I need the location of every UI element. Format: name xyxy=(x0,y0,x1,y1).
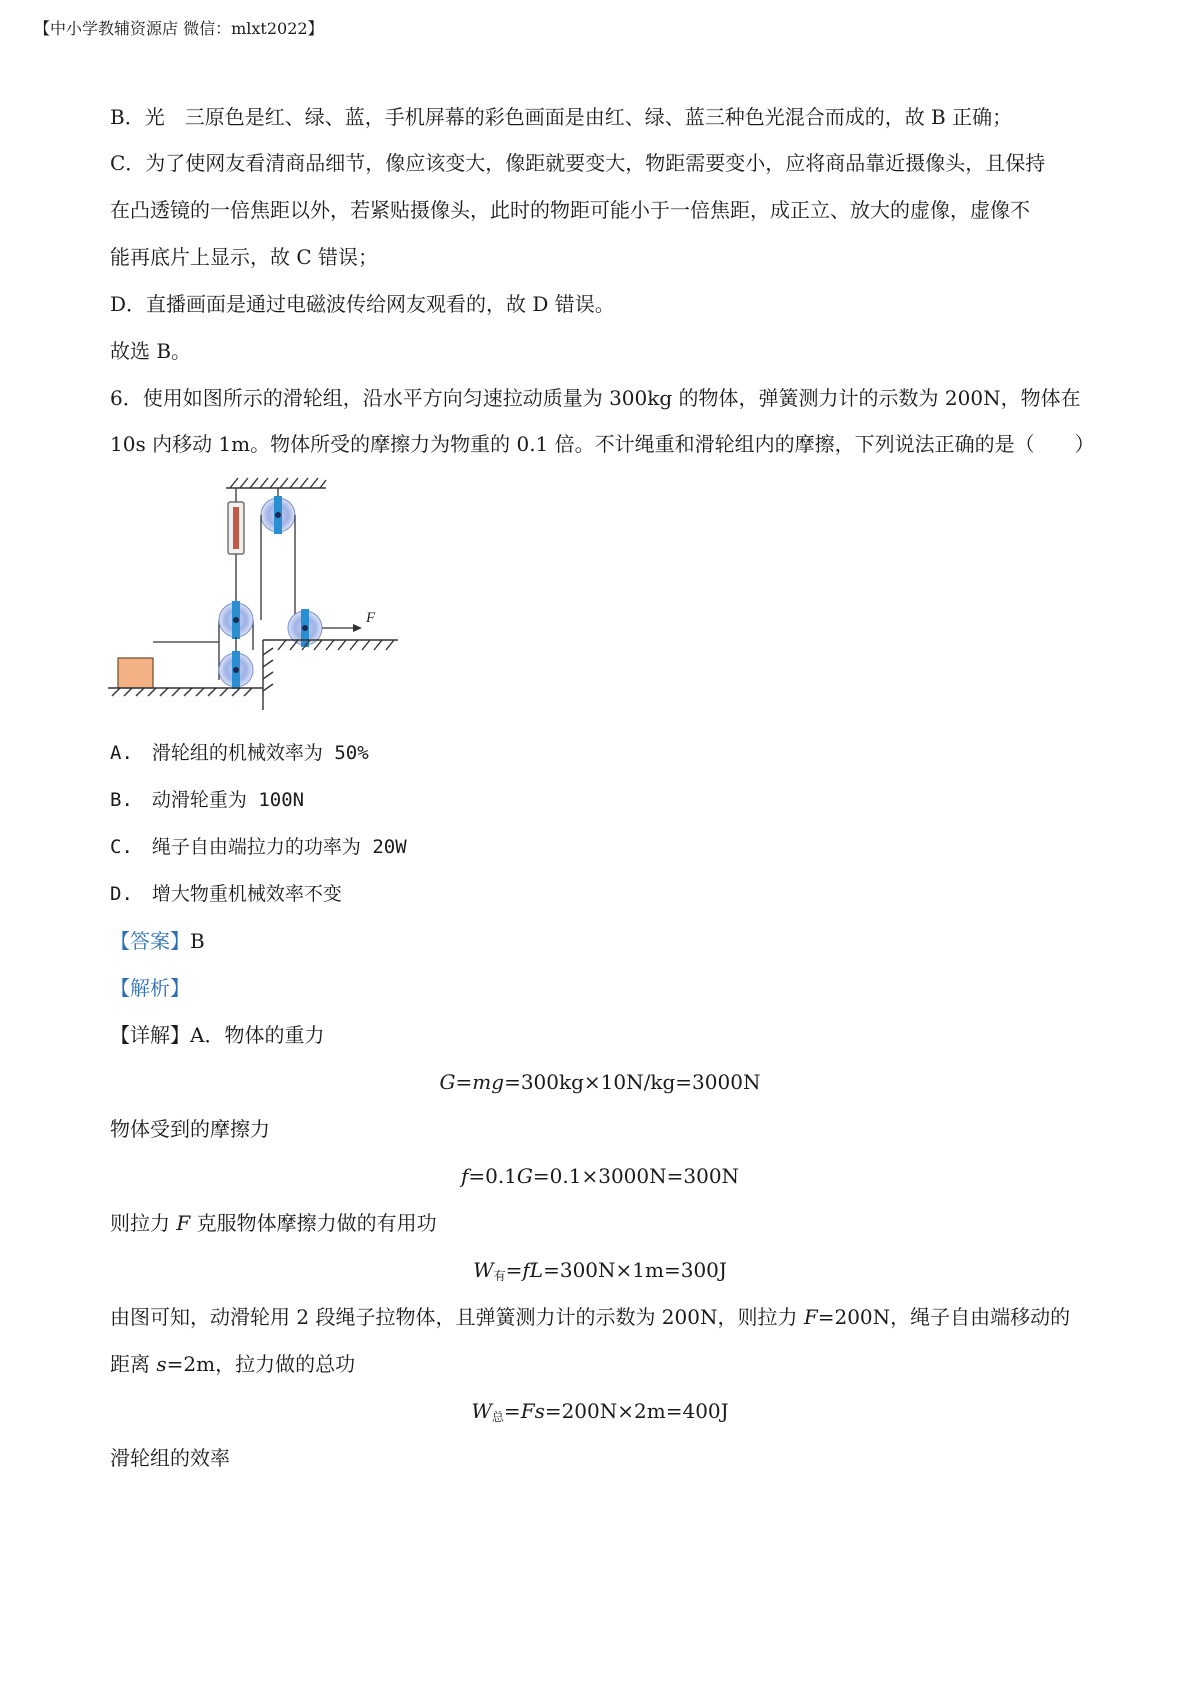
explanation-c-line2: 在凸透镜的一倍焦距以外，若紧贴摄像头，此时的物距可能小于一倍焦距，成正立、放大的虚像，虚像不 xyxy=(110,198,1030,222)
page-header: 【中小学教辅资源店 微信：mlxt2022】 xyxy=(34,19,324,38)
movable-pulley-middle xyxy=(219,601,253,656)
equation-useful-work: $W_有=fL=300N\times 1m=300J$ xyxy=(473,1258,727,1283)
answer-line xyxy=(110,928,205,954)
analysis-label: 【解析】 xyxy=(110,976,190,1000)
explanation-d: D．直播画面是通过电磁波传给网友观看的，故 D 错误。 xyxy=(110,292,615,316)
ground xyxy=(108,688,263,696)
text-useful-work: 则拉力 F 克服物体摩擦力做的有用功 xyxy=(110,1211,437,1235)
text-efficiency: 滑轮组的效率 xyxy=(110,1446,230,1470)
explanation-c-line1: C．为了使网友看清商品细节，像应该变大，像距就要变大，物距需要变小，应将商品靠近摄像头，且保持 xyxy=(110,151,1046,175)
upper-ledge xyxy=(263,640,398,710)
detail-label: 【详解】 xyxy=(110,1023,190,1047)
answer-value: B xyxy=(190,929,205,953)
ropes xyxy=(153,515,295,680)
option-c: C. 绳子自由端拉力的功率为 20W xyxy=(110,836,407,858)
ceiling xyxy=(226,478,326,488)
answer-label: 【答案】 xyxy=(110,929,190,953)
option-b: B. 动滑轮重为 100N xyxy=(110,789,305,811)
detail-line xyxy=(110,1022,324,1048)
movable-pulley-lower xyxy=(219,651,253,689)
explanation-b: B．光 三原色是红、绿、蓝，手机屏幕的彩色画面是由红、绿、蓝三种色光混合而成的，故 B 正确； xyxy=(110,105,1013,129)
text-friction: 物体受到的摩擦力 xyxy=(110,1117,270,1141)
option-a: A. 滑轮组的机械效率为 50% xyxy=(110,742,369,764)
fixed-pulley-upper xyxy=(261,488,295,534)
force-f-label: F xyxy=(366,610,376,626)
detail-first: A．物体的重力 xyxy=(190,1023,325,1047)
spring-scale xyxy=(228,488,244,620)
block-object xyxy=(118,658,153,688)
text-figure-analysis-2: 距离 s=2m，拉力做的总功 xyxy=(110,1352,356,1376)
text-figure-analysis-1: 由图可知，动滑轮用 2 段绳子拉物体，且弹簧测力计的示数为 200N，则拉力 F=200N，绳子自由端移动的 xyxy=(110,1305,1071,1329)
equation-gravity: G=mg=300kg×10N/kg=3000N xyxy=(439,1070,761,1094)
option-d: D. 增大物重机械效率不变 xyxy=(110,883,342,905)
fixed-pulley-right xyxy=(288,609,362,647)
question-6-line2: 10s 内移动 1m。物体所受的摩擦力为物重的 0.1 倍。不计绳重和滑轮组内的摩擦，下列说法正确的是（ ） xyxy=(110,432,1095,456)
equation-total-work: $W_总=Fs=200N\times 2m=400J$ xyxy=(471,1399,729,1424)
equation-friction: f=0.1G=0.1×3000N=300N xyxy=(460,1164,740,1188)
pulley-figure xyxy=(108,470,438,720)
explanation-c-line3: 能再底片上显示，故 C 错误； xyxy=(110,245,379,269)
question-6-line1: 6．使用如图所示的滑轮组，沿水平方向匀速拉动质量为 300kg 的物体，弹簧测力计的示数为 200N，物体在 xyxy=(110,386,1081,410)
explanation-conclusion: 故选 B。 xyxy=(110,339,192,363)
